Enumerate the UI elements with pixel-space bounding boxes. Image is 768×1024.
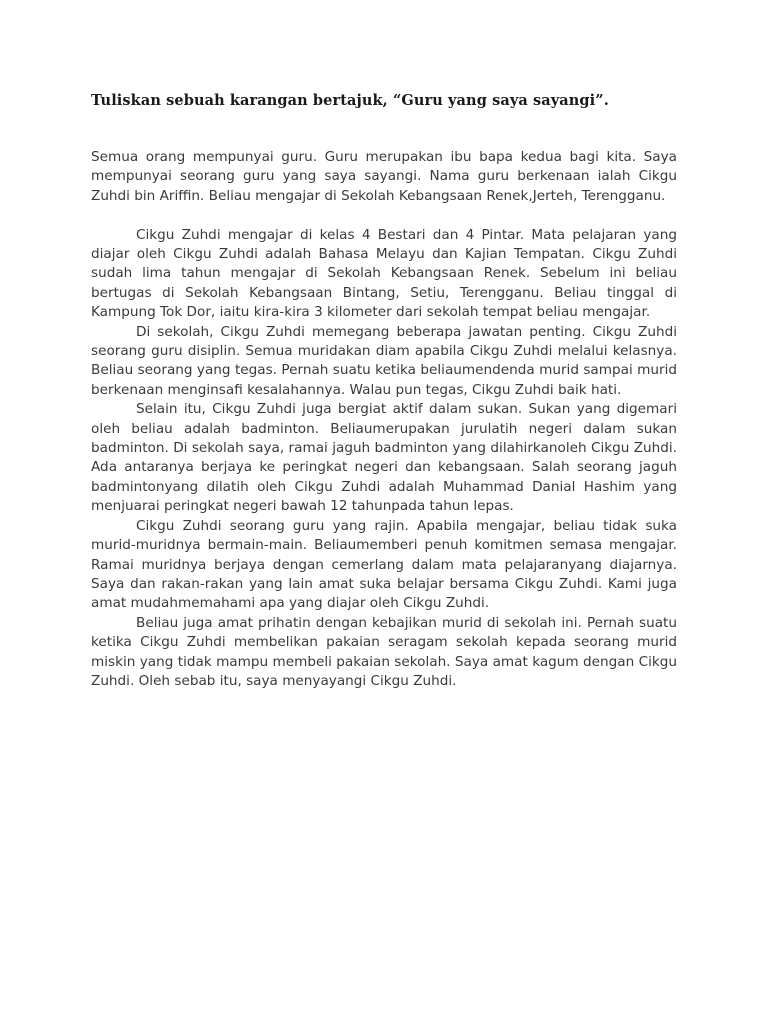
paragraph-intro: Semua orang mempunyai guru. Guru merupakan ibu bapa kedua bagi kita. Saya mempunyai seorang guru yang saya sayangi. Nama guru berkenaan ialah Cikgu Zuhdi bin Ariffin. Beliau mengajar di Sekolah Kebangsaan Renek,Jerteh, Terengganu. [91,149,677,204]
paragraph-4: Selain itu, Cikgu Zuhdi juga bergiat aktif dalam sukan. Sukan yang digemari oleh beliau adalah badminton. Beliaumerupakan jurulatih negeri dalam sukan badminton. Di sekolah saya, ramai jaguh badminton yang dilahirkanoleh Cikgu Zuhdi. Ada antaranya berjaya ke peringkat negeri dan kebangsaan. Salah seorang jaguh badmintonyang dilatih oleh Cikgu Zuhdi adalah Muhammad Danial Hashim yang menjuarai peringkat negeri bawah 12 tahunpada tahun lepas. [91,401,677,515]
paragraph-3: Di sekolah, Cikgu Zuhdi memegang beberapa jawatan penting. Cikgu Zuhdi seorang guru disiplin. Semua muridakan diam apabila Cikgu Zuhdi melalui kelasnya. Beliau seorang yang tegas. Pernah suatu ketika beliaumendenda murid sampai murid berkenaan menginsafi kesalahannya. Walau pun tegas, Cikgu Zuhdi baik hati. [91,323,677,398]
paragraph-2: Cikgu Zuhdi mengajar di kelas 4 Bestari dan 4 Pintar. Mata pelajaran yang diajar oleh Cikgu Zuhdi adalah Bahasa Melayu dan Kajian Tempatan. Cikgu Zuhdi sudah lima tahun mengajar di Sekolah Kebangsaan Renek. Sebelum ini beliau bertugas di Sekolah Kebangsaan Bintang, Setiu, Terengganu. Beliau tinggal di Kampung Tok Dor, iaitu kira-kira 3 kilometer dari sekolah tempat beliau mengajar. [91,226,677,321]
paragraph-6: Beliau juga amat prihatin dengan kebajikan murid di sekolah ini. Pernah suatu ketika Cikgu Zuhdi membelikan pakaian seragam sekolah kepada seorang murid miskin yang tidak mampu membeli pakaian sekolah. Saya amat kagum dengan Cikgu Zuhdi. Oleh sebab itu, saya menyayangi Cikgu Zuhdi. [91,614,677,689]
essay-prompt-heading: Tuliskan sebuah karangan bertajuk, “Guru yang saya sayangi”. [91,92,609,109]
paragraph-5: Cikgu Zuhdi seorang guru yang rajin. Apabila mengajar, beliau tidak suka murid-muridnya bermain-main. Beliaumemberi penuh komitmen semasa mengajar. Ramai muridnya berjaya dengan cemerlang dalam mata pelajaranyang diajarnya. Saya dan rakan-rakan yang lain amat suka belajar bersama Cikgu Zuhdi. Kami juga amat mudahmemahami apa yang diajar oleh Cikgu Zuhdi. [91,517,677,612]
essay-body [91,148,677,691]
